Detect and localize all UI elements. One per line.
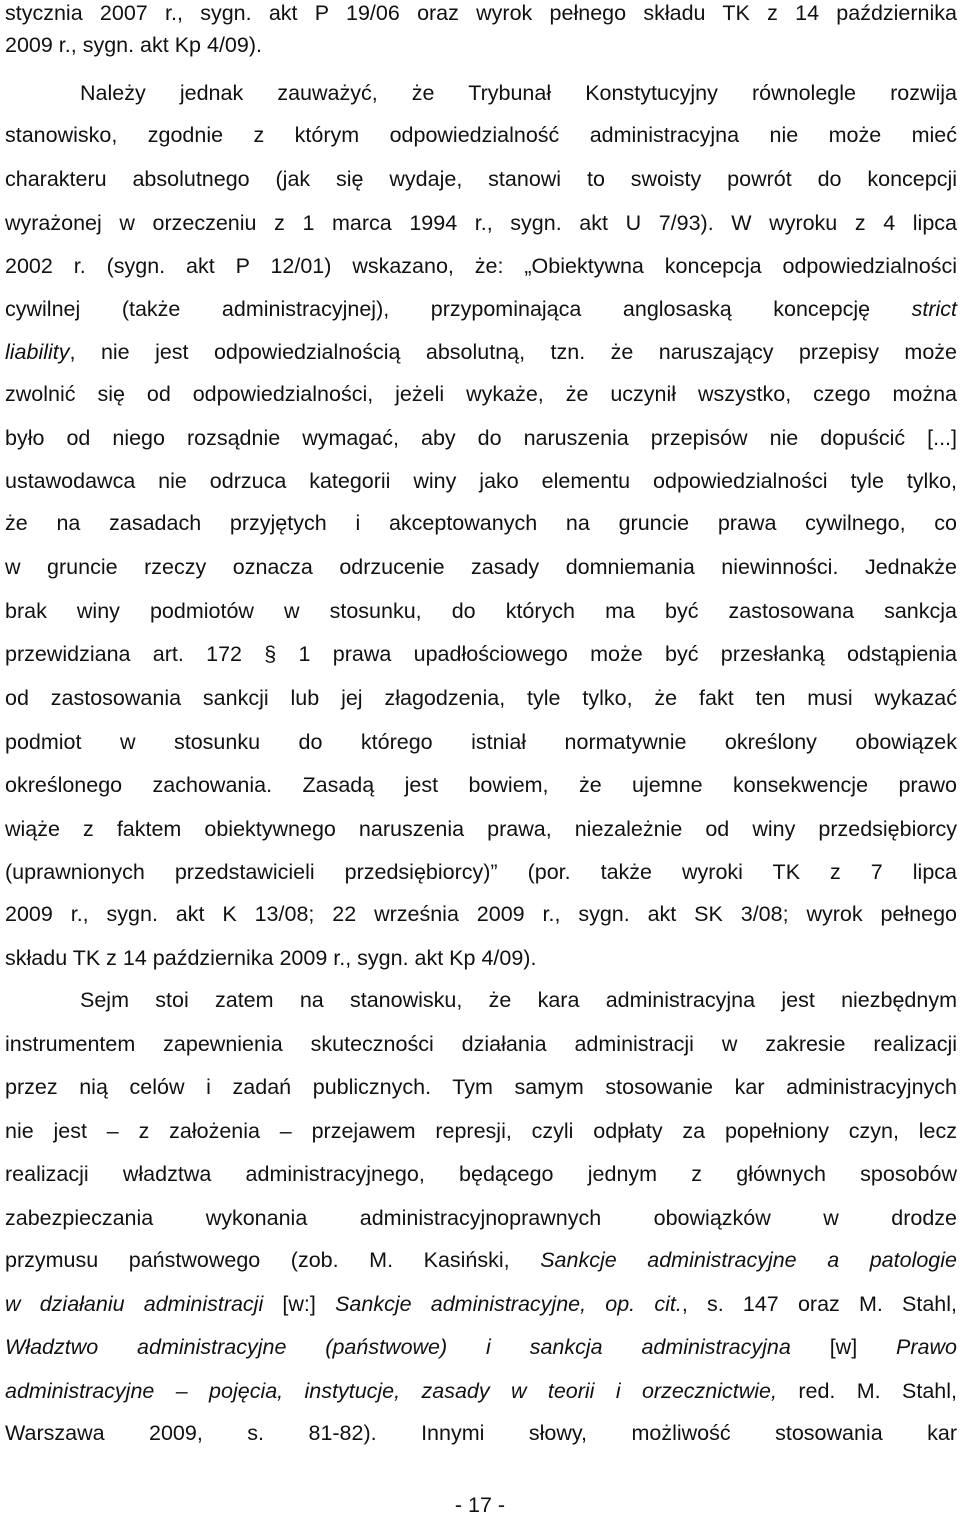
text-line xyxy=(5,943,957,973)
text-segment: składu TK z 14 października 2009 r., sygn. akt Kp 4/09). xyxy=(5,946,537,970)
text-segment: , nie jest odpowiedzialnością absolutną, tzn. że naruszający przepisy może xyxy=(69,340,957,364)
text-segment: 2009 r., sygn. akt Kp 4/09). xyxy=(5,33,262,57)
text-line xyxy=(5,1072,957,1102)
text-line xyxy=(5,120,957,150)
text-line xyxy=(5,379,957,409)
text-segment: nie jest – z założenia – przejawem represji, czyli odpłaty za popełniony czyn, lecz xyxy=(5,1119,957,1143)
italic-text-segment: Sankcje administracyjne a patologie xyxy=(540,1248,957,1272)
text-line xyxy=(5,1289,957,1319)
text-line xyxy=(5,164,957,194)
italic-text-segment: liability xyxy=(5,340,70,364)
text-line xyxy=(5,1029,957,1059)
italic-text-segment: w działaniu administracji xyxy=(5,1292,264,1316)
text-line xyxy=(5,596,957,626)
text-line xyxy=(5,0,957,28)
text-line xyxy=(80,985,957,1015)
text-segment: charakteru absolutnego (jak się wydaje, stanowi to swoisty powrót do koncepcji xyxy=(5,167,957,191)
text-line xyxy=(5,423,957,453)
text-segment: zwolnić się od odpowiedzialności, jeżeli wykaże, że uczynił wszystko, czego można xyxy=(5,382,957,406)
text-segment: od zastosowania sankcji lub jej złagodzenia, tyle tylko, że fakt ten musi wykazać xyxy=(5,686,957,710)
italic-text-segment: Władztwo administracyjne (państwowe) i sankcja administracyjna xyxy=(5,1335,791,1359)
text-segment: Sejm stoi zatem na stanowisku, że kara administracyjna jest niezbędnym xyxy=(80,988,957,1012)
text-line xyxy=(5,552,957,582)
text-line xyxy=(5,814,957,844)
text-line xyxy=(5,1116,957,1146)
text-segment: stanowisko, zgodnie z którym odpowiedzialność administracyjna nie może mieć xyxy=(5,123,957,147)
text-line xyxy=(5,208,957,238)
text-line xyxy=(5,251,957,281)
text-line xyxy=(5,337,957,367)
text-line xyxy=(5,1203,957,1233)
text-line xyxy=(5,770,957,800)
text-segment: że na zasadach przyjętych i akceptowanych na gruncie prawa cywilnego, co xyxy=(5,511,957,535)
italic-text-segment: Sankcje administracyjne, op. cit. xyxy=(335,1292,682,1316)
italic-text-segment: Prawo xyxy=(896,1335,957,1359)
text-segment: określonego zachowania. Zasadą jest bowiem, że ujemne konsekwencje prawo xyxy=(5,773,957,797)
text-segment: w gruncie rzeczy oznacza odrzucenie zasady domniemania niewinności. Jednakże xyxy=(5,555,957,579)
text-line xyxy=(5,727,957,757)
text-line xyxy=(5,639,957,669)
text-line xyxy=(5,30,957,60)
text-segment: przymusu państwowego (zob. M. Kasiński, xyxy=(5,1248,541,1272)
text-segment: realizacji władztwa administracyjnego, będącego jednym z głównych sposobów xyxy=(5,1162,957,1186)
text-line xyxy=(5,1245,957,1275)
page-number: - 17 - xyxy=(454,1493,506,1517)
text-segment: 2002 r. (sygn. akt P 12/01) wskazano, że: „Obiektywna koncepcja odpowiedzialności xyxy=(5,254,957,278)
text-line xyxy=(5,857,957,887)
text-segment: podmiot w stosunku do którego istniał normatywnie określony obowiązek xyxy=(5,730,957,754)
text-segment: cywilnej (także administracyjnej), przypominająca anglosaską koncepcję xyxy=(5,297,912,321)
text-segment: zabezpieczania wykonania administracyjnoprawnych obowiązków w drodze xyxy=(5,1206,957,1230)
text-segment: Należy jednak zauważyć, że Trybunał Konstytucyjny równolegle rozwija xyxy=(80,81,957,105)
text-segment: przewidziana art. 172 § 1 prawa upadłościowego może być przesłanką odstąpienia xyxy=(5,642,957,666)
text-segment: (uprawnionych przedstawicieli przedsiębiorcy)” (por. także wyroki TK z 7 lipca xyxy=(5,860,957,884)
text-segment: Warszawa 2009, s. 81-82). Innymi słowy, możliwość stosowania kar xyxy=(5,1421,957,1445)
text-segment: przez nią celów i zadań publicznych. Tym samym stosowanie kar administracyjnych xyxy=(5,1075,957,1099)
italic-text-segment: administracyjne – pojęcia, instytucje, zasady w teorii i orzecznictwie, xyxy=(5,1379,777,1403)
text-line xyxy=(5,1418,957,1448)
text-segment: red. M. Stahl, xyxy=(776,1379,957,1403)
text-segment: , s. 147 oraz M. Stahl, xyxy=(681,1292,957,1316)
text-line xyxy=(5,466,957,496)
text-line xyxy=(80,78,957,108)
text-line xyxy=(5,899,957,929)
text-segment: brak winy podmiotów w stosunku, do których ma być zastosowana sankcja xyxy=(5,599,957,623)
text-segment: wyrażonej w orzeczeniu z 1 marca 1994 r., sygn. akt U 7/93). W wyroku z 4 lipca xyxy=(5,211,957,235)
text-segment: wiąże z faktem obiektywnego naruszenia prawa, niezależnie od winy przedsiębiorcy xyxy=(5,817,957,841)
text-line xyxy=(5,683,957,713)
text-segment: [w:] xyxy=(263,1292,336,1316)
text-line xyxy=(5,508,957,538)
text-segment: stycznia 2007 r., sygn. akt P 19/06 oraz wyrok pełnego składu TK z 14 października xyxy=(5,1,957,25)
text-segment: ustawodawca nie odrzuca kategorii winy jako elementu odpowiedzialności tyle tylko, xyxy=(5,469,957,493)
text-line xyxy=(5,1332,957,1362)
text-segment: instrumentem zapewnienia skuteczności działania administracji w zakresie realizacji xyxy=(5,1032,957,1056)
text-line xyxy=(5,1159,957,1189)
text-segment: było od niego rozsądnie wymagać, aby do naruszenia przepisów nie dopuścić [...] xyxy=(5,426,957,450)
text-segment: [w] xyxy=(790,1335,897,1359)
italic-text-segment: strict xyxy=(911,297,957,321)
text-segment: 2009 r., sygn. akt K 13/08; 22 września 2009 r., sygn. akt SK 3/08; wyrok pełnego xyxy=(5,902,957,926)
text-line xyxy=(5,1376,957,1406)
text-line xyxy=(5,294,957,324)
